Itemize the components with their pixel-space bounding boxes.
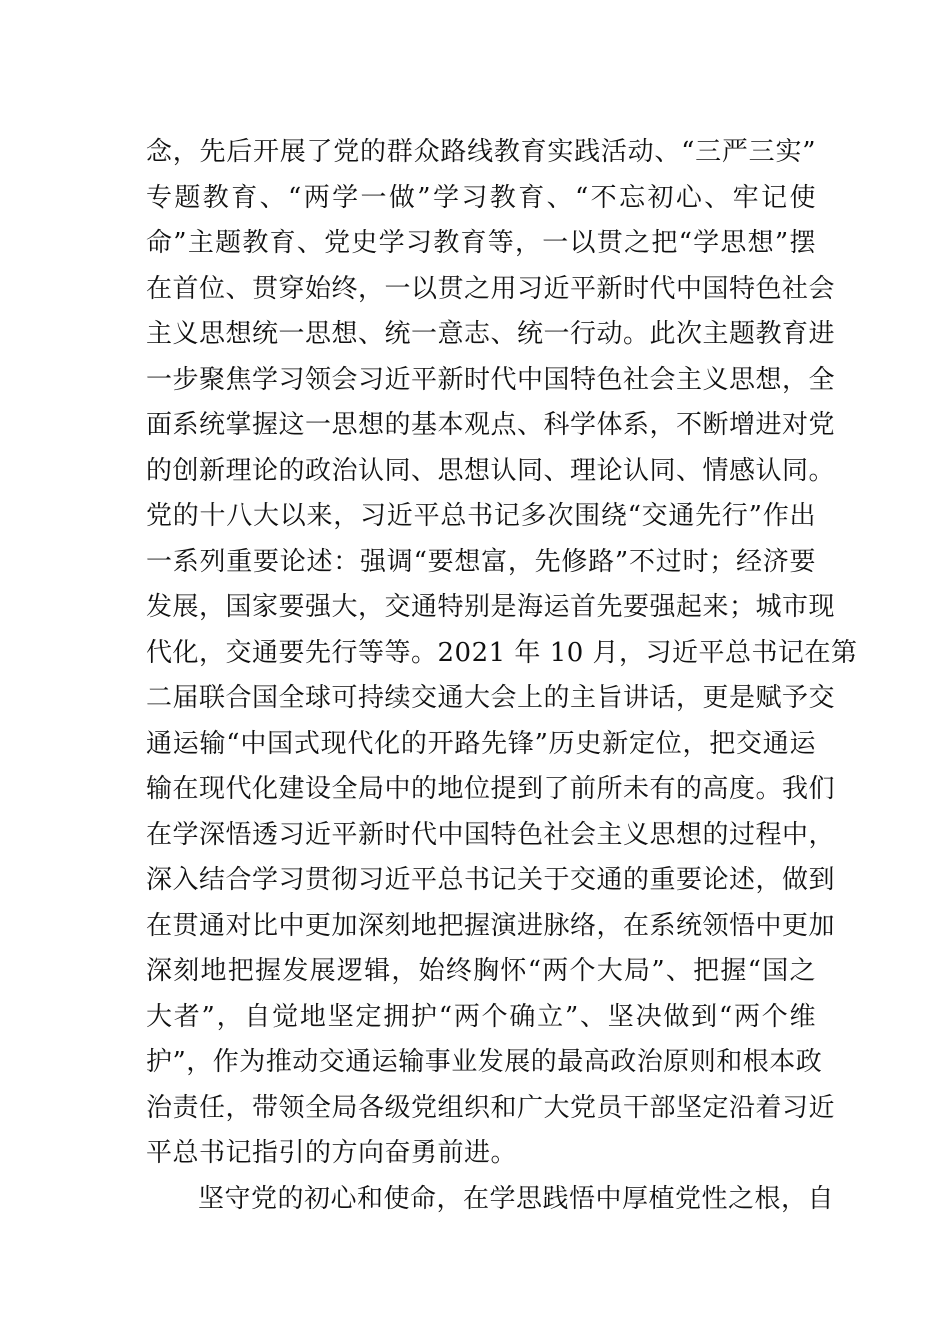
text-line: 一步聚焦学习领会习近平新时代中国特色社会主义思想，全 — [146, 364, 836, 395]
text-line: 深刻地把握发展逻辑，始终胸怀“两个大局”、把握“国之 — [146, 956, 816, 986]
text-line: 的创新理论的政治认同、思想认同、理论认同、情感认同。 — [146, 455, 836, 486]
text-line: 深入结合学习贯彻习近平总书记关于交通的重要论述，做到 — [146, 865, 836, 895]
text-line: 发展，国家要强大，交通特别是海运首先要强起来；城市现 — [146, 592, 836, 622]
text-line: 大者”，自觉地坚定拥护“两个确立”、坚决做到“两个维 — [146, 1001, 816, 1032]
text-line: 通运输“中国式现代化的开路先锋”历史新定位，把交通运 — [146, 728, 816, 759]
text-line: 在学深悟透习近平新时代中国特色社会主义思想的过程中， — [146, 819, 836, 850]
text-line: 在贯通对比中更加深刻地把握演进脉络，在系统领悟中更加 — [146, 910, 836, 941]
text-line: 主义思想统一思想、统一意志、统一行动。此次主题教育进 — [146, 319, 836, 349]
paragraph-end-line: 平总书记指引的方向奋勇前进。 — [146, 1138, 518, 1168]
text-line: 治责任，带领全局各级党组织和广大党员干部坚定沿着习近 — [146, 1092, 836, 1123]
text-line: 护”，作为推动交通运输事业发展的最高政治原则和根本政 — [146, 1047, 823, 1077]
text-line: 二届联合国全球可持续交通大会上的主旨讲话，更是赋予交 — [146, 683, 836, 713]
text-line: 面系统掌握这一思想的基本观点、科学体系，不断增进对党 — [146, 410, 836, 440]
text-line: 念，先后开展了党的群众路线教育实践活动、“三严三实” — [146, 137, 816, 167]
body-text — [146, 130, 858, 1222]
text-line: 一系列重要论述：强调“要想富，先修路”不过时；经济要 — [146, 546, 816, 577]
text-line: 党的十八大以来，习近平总书记多次围绕“交通先行”作出 — [146, 501, 816, 531]
text-line: 专题教育、“两学一做”学习教育、“不忘初心、牢记使 — [146, 182, 816, 213]
paragraph-start-line: 坚守党的初心和使命，在学思践悟中厚植党性之根，自 — [198, 1183, 835, 1214]
text-line: 输在现代化建设全局中的地位提到了前所未有的高度。我们 — [146, 774, 836, 804]
text-line: 代化，交通要先行等等。2021 年 10 月，习近平总书记在第 — [146, 637, 858, 668]
text-line: 在首位、贯穿始终，一以贯之用习近平新时代中国特色社会 — [146, 273, 836, 304]
text-line: 命”主题教育、党史学习教育等，一以贯之把“学思想”摆 — [146, 228, 816, 258]
